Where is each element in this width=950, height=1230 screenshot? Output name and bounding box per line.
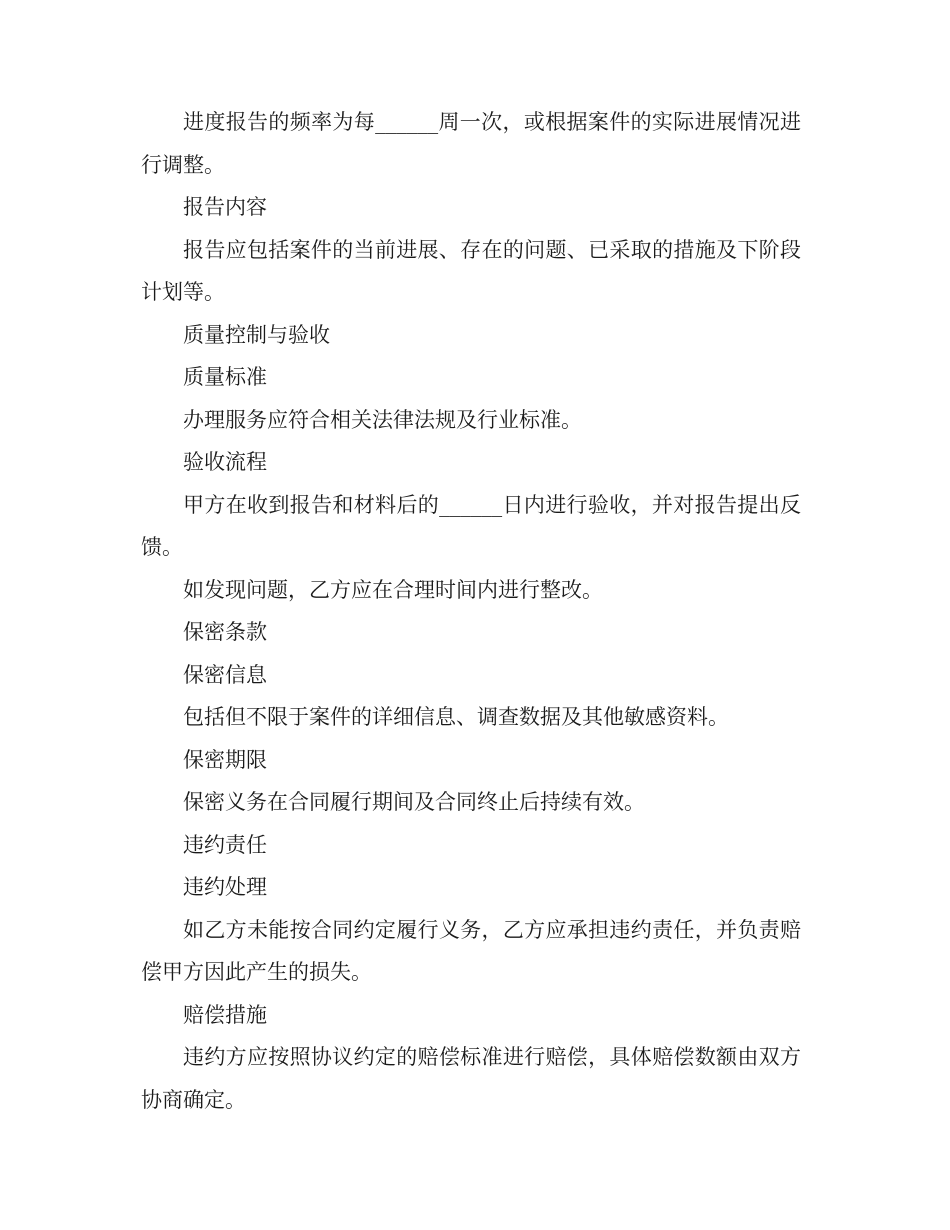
paragraph-confidentiality-period: 保密义务在合同履行期间及合同终止后持续有效。	[183, 790, 645, 814]
heading-quality-control: 质量控制与验收	[183, 322, 330, 347]
heading-confidentiality: 保密条款	[183, 620, 267, 644]
heading-breach-handling: 违约处理	[183, 875, 267, 899]
paragraph-quality-standard: 办理服务应符合相关法律法规及行业标准。	[183, 407, 582, 432]
heading-breach-liability: 违约责任	[183, 832, 267, 857]
paragraph-breach-handling: 如乙方未能按合同约定履行义务，乙方应承担违约责任，并负责赔偿甲方因此产生的损失。	[141, 917, 801, 984]
paragraph-report-content: 报告应包括案件的当前进展、存在的问题、已采取的措施及下阶段计划等。	[141, 237, 801, 304]
paragraph-report-frequency: 进度报告的频率为每______周一次，或根据案件的实际进展情况进行调整。	[141, 110, 801, 177]
heading-confidential-info: 保密信息	[183, 662, 267, 687]
paragraph-acceptance-process: 甲方在收到报告和材料后的______日内进行验收，并对报告提出反馈。	[141, 492, 801, 559]
heading-report-content: 报告内容	[183, 195, 267, 219]
paragraph-compensation: 违约方应按照协议约定的赔偿标准进行赔偿，具体赔偿数额由双方协商确定。	[141, 1045, 801, 1112]
heading-compensation: 赔偿措施	[183, 1002, 267, 1027]
document-body	[141, 101, 801, 1121]
paragraph-rectification: 如发现问题，乙方应在合理时间内进行整改。	[183, 577, 603, 602]
paragraph-confidential-info: 包括但不限于案件的详细信息、调查数据及其他敏感资料。	[183, 705, 729, 729]
heading-quality-standard: 质量标准	[183, 365, 267, 389]
heading-confidentiality-period: 保密期限	[183, 747, 267, 772]
heading-acceptance-process: 验收流程	[183, 450, 267, 474]
